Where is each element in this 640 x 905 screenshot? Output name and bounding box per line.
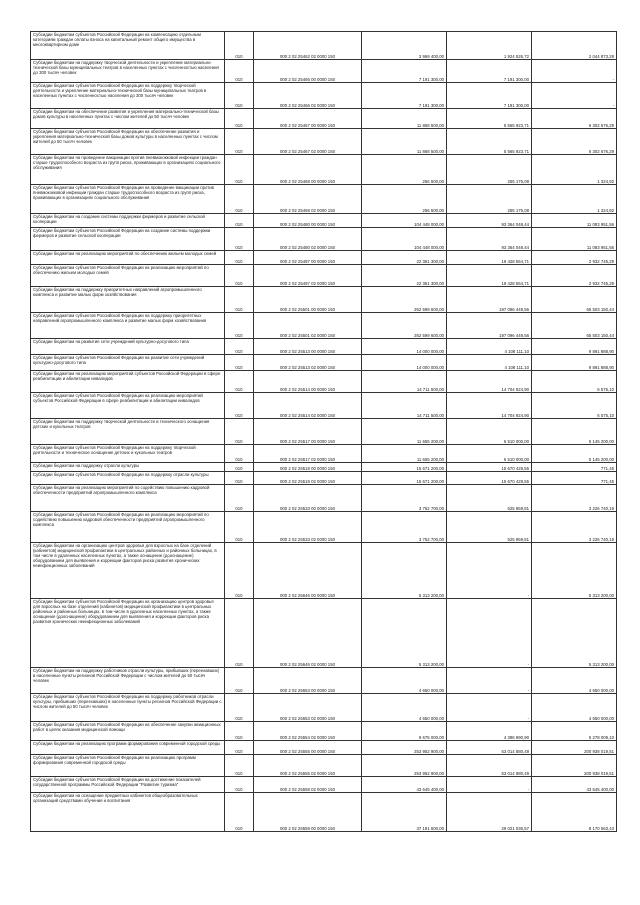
row-code: 010 [225, 155, 254, 185]
row-name: Субсидии бюджетам субъектов Российской Федерации на реализацию программ формирования современной городской среды [31, 755, 225, 777]
row-fact-amount: 255 175,08 [447, 155, 532, 185]
row-rest-amount: 4 650 000,00 [532, 694, 617, 722]
row-rest-amount: 3 226 740,19 [532, 512, 617, 543]
row-rest-amount: 200 938 019,51 [532, 755, 617, 777]
row-code: 010 [225, 463, 254, 472]
row-code: 010 [225, 214, 254, 228]
table-row [31, 722, 617, 741]
table-row [31, 755, 617, 777]
row-plan-amount: 256 500,00 [362, 155, 447, 185]
row-kbk: 000 2 02 25646 00 0000 150 [254, 543, 362, 599]
row-code: 010 [225, 419, 254, 445]
row-plan-amount: 3 969 400,00 [362, 32, 447, 60]
row-fact-amount: - [447, 543, 532, 599]
row-kbk: 000 2 02 25513 00 0000 150 [254, 339, 362, 355]
table-row [31, 599, 617, 668]
row-code: 010 [225, 313, 254, 339]
table-row [31, 313, 617, 339]
row-rest-amount: 3 226 740,19 [532, 485, 617, 512]
row-fact-amount: 53 014 880,49 [447, 755, 532, 777]
table-row [31, 83, 617, 109]
row-name: Субсидии бюджетам субъектов Российской Федерации на поддержку работников отрасли культуры, прибывших (переехавших) в населенные пункты регионов Российской Федерации с числом жителей до 50 тысяч человек [31, 694, 225, 722]
row-fact-amount: 53 014 880,49 [447, 741, 532, 755]
row-fact-amount: 15 670 428,55 [447, 472, 532, 485]
row-rest-amount: 11 083 951,56 [532, 214, 617, 228]
row-kbk: 000 2 02 25533 02 0000 150 [254, 512, 362, 543]
row-rest-amount: - [532, 83, 617, 109]
table-row [31, 214, 617, 228]
row-code: 010 [225, 371, 254, 393]
row-code: 010 [225, 228, 254, 251]
row-plan-amount: 11 655 200,00 [362, 419, 447, 445]
budget-table [30, 31, 617, 832]
row-plan-amount: 11 868 500,00 [362, 109, 447, 129]
row-code: 010 [225, 32, 254, 60]
row-plan-amount: 4 650 000,00 [362, 694, 447, 722]
row-name: Субсидии бюджетам на создание системы поддержки фермеров и развитие сельской кооперации [31, 214, 225, 228]
row-kbk: 000 2 02 25554 02 0000 150 [254, 722, 362, 741]
row-name: Субсидии бюджетам на организацию центров здоровья для взрослых на базе отделений (кабинетов) медицинской профилактики в центральных районных и районных больницах, в том числе в удаленных населенных пунктах, а также оснащение (дооснащение) оборудованием для выявления и коррекции факторов риска развития хронических неинфекционных заболеваний [31, 543, 225, 599]
row-plan-amount: 7 191 300,00 [362, 83, 447, 109]
row-kbk: 000 2 02 25517 02 0000 150 [254, 445, 362, 463]
row-name: Субсидии бюджетам субъектов Российской Федерации на обеспечение закупки авиационных работ в целях оказания медицинской помощи [31, 722, 225, 741]
row-plan-amount: 7 191 300,00 [362, 60, 447, 83]
row-name: Субсидии бюджетам на реализацию мероприятий по содействию повышению кадровой обеспеченности предприятий агропромышленного комплекса [31, 485, 225, 512]
row-rest-amount: 1 324,92 [532, 185, 617, 214]
row-name: Субсидии бюджетам субъектов Российской Федерации на создание системы поддержки фермеров и развитие сельской кооперации [31, 228, 225, 251]
row-fact-amount: 525 959,81 [447, 512, 532, 543]
table-row [31, 777, 617, 793]
row-code: 010 [225, 485, 254, 512]
row-code: 010 [225, 512, 254, 543]
row-code: 010 [225, 722, 254, 741]
row-name: Субсидии бюджетам на поддержку приоритетных направлений агропромышленного комплекса и развитие малых форм хозяйствования [31, 287, 225, 313]
row-rest-amount: 65 503 150,44 [532, 287, 617, 313]
row-fact-amount: - [447, 599, 532, 668]
row-name: Субсидии бюджетам на поддержку творческой деятельности и укрепление материально-технической базы муниципальных театров в населенных пунктах с численностью населения до 300 тысяч человек [31, 60, 225, 83]
table-row [31, 419, 617, 445]
row-rest-amount: 6 575,10 [532, 371, 617, 393]
row-rest-amount: 11 083 951,56 [532, 228, 617, 251]
row-plan-amount: 14 000 000,00 [362, 355, 447, 371]
row-plan-amount: 3 752 700,00 [362, 485, 447, 512]
row-kbk: 000 2 02 25468 02 0000 150 [254, 185, 362, 214]
row-kbk: 000 2 02 25519 00 0000 150 [254, 463, 362, 472]
table-row [31, 741, 617, 755]
table-row [31, 129, 617, 155]
row-name: Субсидии бюджетам на реализацию программ формирования современной городской среды [31, 741, 225, 755]
table-row [31, 355, 617, 371]
table-row [31, 228, 617, 251]
table-row [31, 371, 617, 393]
row-code: 010 [225, 287, 254, 313]
table-row [31, 668, 617, 694]
row-plan-amount: 253 952 900,00 [362, 741, 447, 755]
row-code: 010 [225, 185, 254, 214]
row-code: 010 [225, 599, 254, 668]
row-kbk: 000 2 02 25514 00 0000 150 [254, 371, 362, 393]
row-code: 010 [225, 755, 254, 777]
row-fact-amount: 29 021 036,57 [447, 793, 532, 832]
row-name: Субсидии бюджетам на обеспечение развития и укрепления материально-технической базы домов культуры в населенных пунктах с числом жителей до 50 тысяч человек [31, 109, 225, 129]
row-name: Субсидии бюджетам субъектов Российской Федерации на развитие сети учреждений культурно-досугового типа [31, 355, 225, 371]
row-name: Субсидии бюджетам субъектов Российской Федерации на организацию центров здоровья для взрослых на базе отделений (кабинетов) медицинской профилактики в центральных районных и районных больницах, в том числе в удаленных населенных пунктах, а также оснащение (дооснащение) оборудованием для выявления и коррекции факторов риска развития хронических неинфекционных заболеваний [31, 599, 225, 668]
row-name: Субсидии бюджетам на проведение вакцинации против пневмококковой инфекции граждан старше трудоспособного возраста из групп риска, проживающих в организациях социального обслуживания [31, 155, 225, 185]
table-row [31, 251, 617, 265]
row-kbk: 000 2 02 25558 02 0000 150 [254, 777, 362, 793]
row-plan-amount: 22 361 300,00 [362, 265, 447, 287]
row-kbk: 000 2 02 25501 02 0000 150 [254, 313, 362, 339]
table-row [31, 287, 617, 313]
row-kbk: 000 2 02 25646 02 0000 150 [254, 599, 362, 668]
row-kbk: 000 2 02 25653 02 0000 150 [254, 694, 362, 722]
row-kbk: 000 2 02 25519 02 0000 150 [254, 472, 362, 485]
row-code: 010 [225, 393, 254, 419]
row-plan-amount: 262 599 600,00 [362, 313, 447, 339]
row-kbk: 000 2 02 25467 00 0000 150 [254, 109, 362, 129]
row-rest-amount: 65 503 150,44 [532, 313, 617, 339]
row-code: 010 [225, 777, 254, 793]
row-plan-amount: 256 500,00 [362, 185, 447, 214]
table-row [31, 543, 617, 599]
row-kbk: 000 2 02 25513 02 0000 150 [254, 355, 362, 371]
row-rest-amount: 2 044 873,28 [532, 32, 617, 60]
table-row [31, 393, 617, 419]
row-name: Субсидии бюджетам на оснащение предметных кабинетов общеобразовательных организаций средствами обучения и воспитания [31, 793, 225, 832]
row-name: Субсидии бюджетам субъектов Российской Федерации на реализацию мероприятий субъектов Российской Федерации в сфере реабилитации и абилитации инвалидов [31, 393, 225, 419]
row-rest-amount: 5 313 200,00 [532, 599, 617, 668]
row-code: 010 [225, 265, 254, 287]
row-kbk: 000 2 02 25497 00 0000 150 [254, 251, 362, 265]
row-rest-amount: 200 938 019,51 [532, 741, 617, 755]
row-plan-amount: 14 000 000,00 [362, 339, 447, 355]
row-kbk: 000 2 02 25480 00 0000 150 [254, 214, 362, 228]
row-rest-amount: 1 324,92 [532, 155, 617, 185]
row-kbk: 000 2 02 25480 02 0000 150 [254, 228, 362, 251]
row-name: Субсидии бюджетам субъектов Российской Федерации на поддержку творческой деятельности и техническое оснащение детских и кукольных театров [31, 445, 225, 463]
table-row [31, 60, 617, 83]
row-plan-amount: 14 711 500,00 [362, 371, 447, 393]
row-kbk: 000 2 02 25555 02 0000 150 [254, 755, 362, 777]
row-plan-amount: 15 671 200,00 [362, 472, 447, 485]
table-row [31, 472, 617, 485]
table-row [31, 512, 617, 543]
row-fact-amount: 4 108 111,10 [447, 355, 532, 371]
row-rest-amount: 5 145 200,00 [532, 445, 617, 463]
row-plan-amount: 14 711 500,00 [362, 393, 447, 419]
row-name: Субсидии бюджетам субъектов Российской Федерации на проведение вакцинации против пневмококковой инфекции граждан старше трудоспособного возраста из групп риска, проживающих в организациях социального обслуживания [31, 185, 225, 214]
row-name: Субсидии бюджетам на поддержку творческой деятельности и технического оснащения детских и кукольных театров [31, 419, 225, 445]
row-rest-amount: 2 932 745,29 [532, 265, 617, 287]
row-kbk: 000 2 02 25467 02 0000 150 [254, 129, 362, 155]
table-row [31, 694, 617, 722]
row-fact-amount: 7 191 300,00 [447, 83, 532, 109]
row-code: 010 [225, 129, 254, 155]
table-row [31, 463, 617, 472]
row-rest-amount: 4 650 000,00 [532, 668, 617, 694]
row-name: Субсидии бюджетам субъектов Российской Федерации на достижение показателей государственной программы Российской Федерации "Развитие туризма" [31, 777, 225, 793]
row-name: Субсидии бюджетам субъектов Российской Федерации на поддержку отрасли культуры [31, 472, 225, 485]
row-code: 010 [225, 60, 254, 83]
row-fact-amount: 6 510 000,00 [447, 419, 532, 445]
row-plan-amount: 43 645 400,00 [362, 777, 447, 793]
row-kbk: 000 2 02 25466 00 0000 150 [254, 60, 362, 83]
row-code: 010 [225, 83, 254, 109]
row-plan-amount: 262 599 600,00 [362, 287, 447, 313]
row-plan-amount: 4 650 000,00 [362, 668, 447, 694]
row-code: 010 [225, 793, 254, 832]
row-plan-amount: 5 313 200,00 [362, 599, 447, 668]
row-fact-amount: 197 096 449,56 [447, 313, 532, 339]
row-rest-amount: 2 932 745,29 [532, 251, 617, 265]
row-code: 010 [225, 251, 254, 265]
table-row [31, 485, 617, 512]
row-name: Субсидии бюджетам на развитие сети учреждений культурно-досугового типа [31, 339, 225, 355]
row-rest-amount: 771,45 [532, 472, 617, 485]
row-name: Субсидии бюджетам субъектов Российской Федерации на реализацию мероприятий по содействию повышению кадровой обеспеченности предприятий агропромышленного комплекса [31, 512, 225, 543]
row-plan-amount: 9 675 000,00 [362, 722, 447, 741]
row-code: 010 [225, 694, 254, 722]
row-code: 010 [225, 339, 254, 355]
row-code: 010 [225, 355, 254, 371]
row-rest-amount: 9 891 888,90 [532, 355, 617, 371]
row-kbk: 000 2 02 25559 00 0000 150 [254, 793, 362, 832]
row-plan-amount: 37 191 600,00 [362, 793, 447, 832]
row-name: Субсидии бюджетам на поддержку отрасли культуры [31, 463, 225, 472]
row-fact-amount: 14 704 924,90 [447, 371, 532, 393]
row-kbk: 000 2 02 25468 00 0000 150 [254, 155, 362, 185]
row-name: Субсидии бюджетам на реализацию мероприятий по обеспечению жильем молодых семей [31, 251, 225, 265]
row-code: 010 [225, 445, 254, 463]
row-kbk: 000 2 02 25497 02 0000 150 [254, 265, 362, 287]
row-fact-amount: 1 924 526,72 [447, 32, 532, 60]
row-kbk: 000 2 02 25514 02 0000 150 [254, 393, 362, 419]
row-fact-amount: 19 428 554,71 [447, 251, 532, 265]
row-rest-amount: 8 170 563,43 [532, 793, 617, 832]
row-plan-amount: 22 361 300,00 [362, 251, 447, 265]
row-plan-amount: 15 671 200,00 [362, 463, 447, 472]
row-rest-amount: 771,45 [532, 463, 617, 472]
table-row [31, 32, 617, 60]
table-row [31, 185, 617, 214]
row-fact-amount: 5 565 923,71 [447, 129, 532, 155]
table-row [31, 339, 617, 355]
table-row [31, 445, 617, 463]
row-plan-amount: 253 952 900,00 [362, 755, 447, 777]
row-kbk: 000 2 02 25501 00 0000 150 [254, 287, 362, 313]
row-plan-amount: 5 313 200,00 [362, 543, 447, 599]
row-code: 010 [225, 109, 254, 129]
row-name: Субсидии бюджетам субъектов Российской Федерации на компенсацию отдельным категориям граждан оплаты взноса на капитальный ремонт общего имущества в многоквартирном доме [31, 32, 225, 60]
row-name: Субсидии бюджетам субъектов Российской Федерации на поддержку приоритетных направлений агропромышленного комплекса и развитие малых форм хозяйствования [31, 313, 225, 339]
row-fact-amount: 93 364 048,44 [447, 214, 532, 228]
row-fact-amount: - [447, 694, 532, 722]
row-kbk: 000 2 02 25462 02 0000 150 [254, 32, 362, 60]
table-row [31, 155, 617, 185]
row-name: Субсидии бюджетам субъектов Российской Федерации на поддержку творческой деятельности и укрепление материально-технической базы муниципальных театров в населенных пунктах с численностью населения до 300 тысяч человек [31, 83, 225, 109]
row-rest-amount: 43 645 400,00 [532, 777, 617, 793]
row-fact-amount: - [447, 668, 532, 694]
row-name: Субсидии бюджетам на реализацию мероприятий субъектов Российской Федерации в сфере реабилитации и абилитации инвалидов [31, 371, 225, 393]
row-plan-amount: 11 655 200,00 [362, 445, 447, 463]
row-plan-amount: 104 448 000,00 [362, 214, 447, 228]
row-rest-amount: 5 313 200,00 [532, 543, 617, 599]
row-kbk: 000 2 02 25555 00 0000 150 [254, 741, 362, 755]
row-rest-amount: 6 302 676,29 [532, 109, 617, 129]
row-fact-amount: 14 704 924,90 [447, 393, 532, 419]
row-name: Субсидии бюджетам субъектов Российской Федерации на реализацию мероприятий по обеспечению жильем молодых семей [31, 265, 225, 287]
table-row [31, 109, 617, 129]
row-rest-amount: 9 891 888,90 [532, 339, 617, 355]
row-fact-amount: 4 108 111,10 [447, 339, 532, 355]
row-rest-amount: 6 575,10 [532, 393, 617, 419]
row-code: 010 [225, 543, 254, 599]
row-kbk: 000 2 02 25653 00 0000 150 [254, 668, 362, 694]
row-fact-amount: 93 364 048,44 [447, 228, 532, 251]
row-kbk: 000 2 02 25517 00 0000 150 [254, 419, 362, 445]
row-code: 010 [225, 472, 254, 485]
row-kbk: 000 2 02 25466 02 0000 150 [254, 83, 362, 109]
table-row [31, 265, 617, 287]
row-fact-amount: 19 428 554,71 [447, 265, 532, 287]
row-fact-amount: 5 565 923,71 [447, 109, 532, 129]
row-rest-amount: 5 278 009,10 [532, 722, 617, 741]
row-fact-amount: 255 175,08 [447, 185, 532, 214]
table-row [31, 793, 617, 832]
row-fact-amount: 15 670 428,55 [447, 463, 532, 472]
row-code: 010 [225, 668, 254, 694]
row-fact-amount: 525 959,81 [447, 485, 532, 512]
row-fact-amount: - [447, 777, 532, 793]
row-plan-amount: 3 752 700,00 [362, 512, 447, 543]
row-plan-amount: 11 868 500,00 [362, 129, 447, 155]
row-rest-amount: - [532, 60, 617, 83]
row-name: Субсидии бюджетам субъектов Российской Федерации на обеспечение развития и укрепления материально-технической базы домов культуры в населенных пунктах с числом жителей до 50 тысяч человек [31, 129, 225, 155]
row-plan-amount: 104 448 000,00 [362, 228, 447, 251]
row-fact-amount: 6 510 000,00 [447, 445, 532, 463]
row-kbk: 000 2 02 25533 00 0000 150 [254, 485, 362, 512]
row-name: Субсидии бюджетам на поддержку работников отрасли культуры, прибывших (переехавших) в населенные пункты регионов Российской Федерации с числом жителей до 50 тысяч человек [31, 668, 225, 694]
row-fact-amount: 7 191 300,00 [447, 60, 532, 83]
row-rest-amount: 6 302 676,29 [532, 129, 617, 155]
row-rest-amount: 5 145 200,00 [532, 419, 617, 445]
row-fact-amount: 4 396 990,90 [447, 722, 532, 741]
row-code: 010 [225, 741, 254, 755]
row-fact-amount: 197 096 449,56 [447, 287, 532, 313]
